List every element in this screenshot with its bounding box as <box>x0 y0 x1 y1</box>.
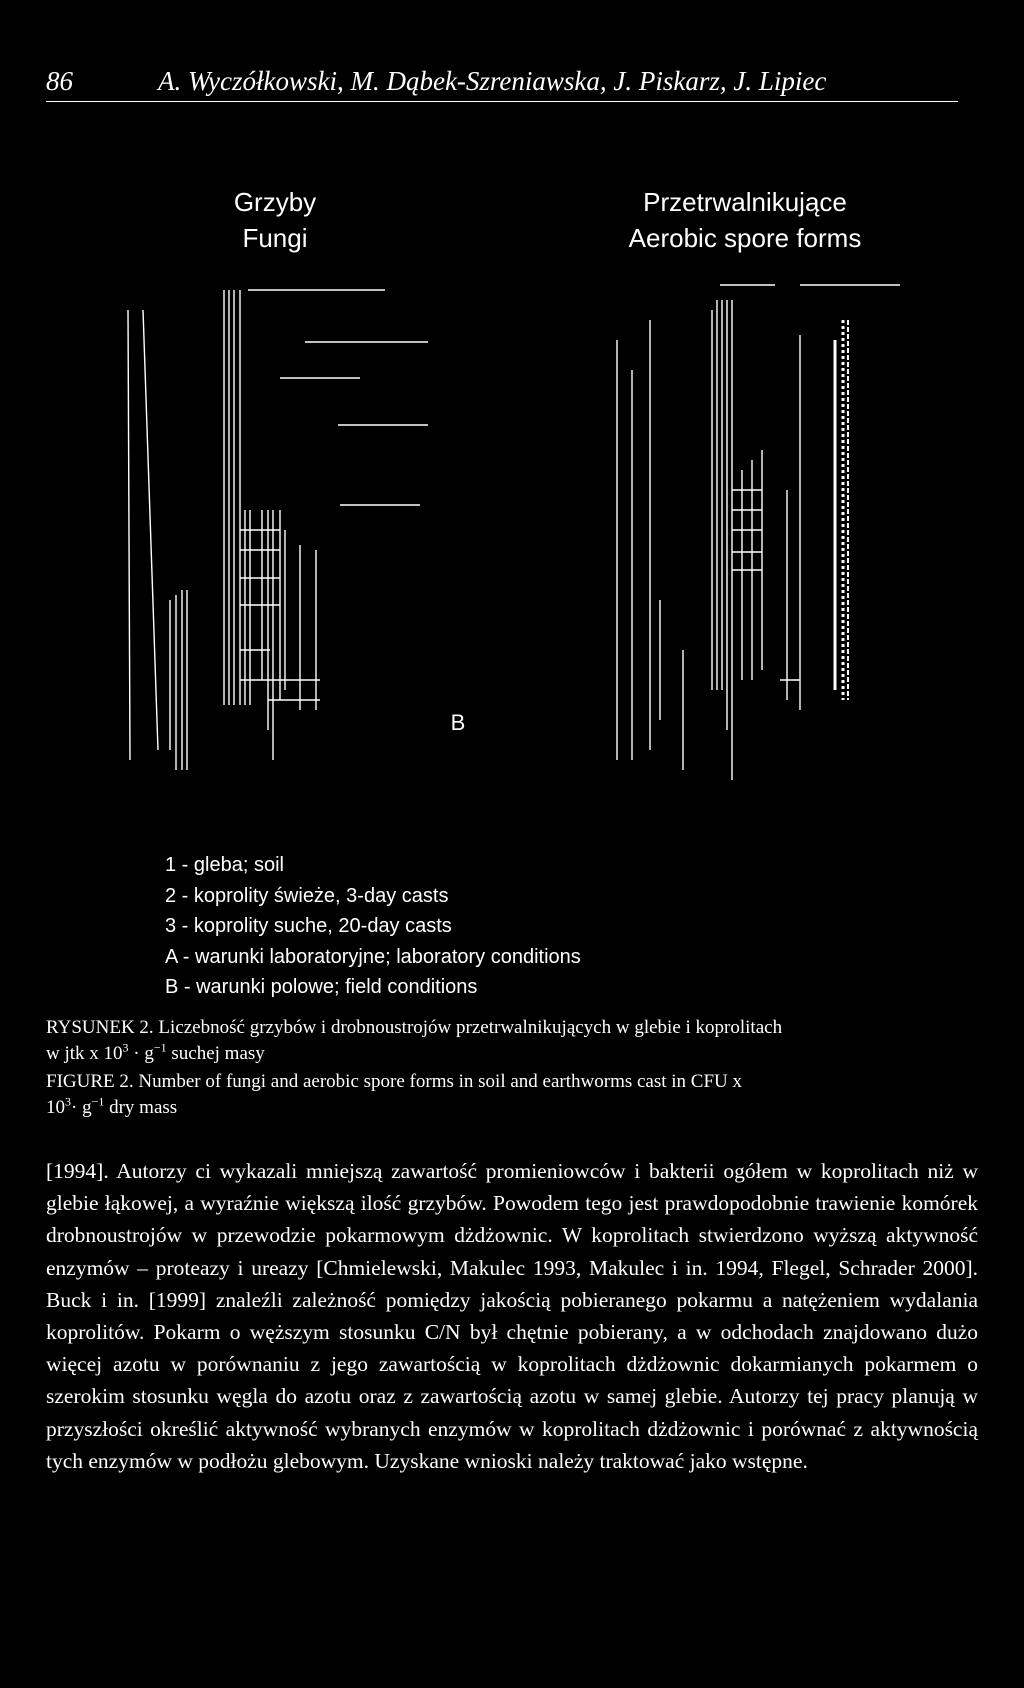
legend <box>165 850 581 1003</box>
legend-item: B - warunki polowe; field conditions <box>165 976 478 998</box>
fungi-title-en: Fungi <box>242 223 308 253</box>
body-paragraph: [1994]. Autorzy ci wykazali mniejszą zawartość promieniowców i bakterii ogółem w koprolitach niż w glebie łąkowej, a wyraźnie większą ilość grzybów. Powodem tego jest prawdopodobnie trawienie komórek drobnoustrojów w przewodzie pokarmowym dżdżownic. W koprolitach stwierdzono wyższą aktywność enzymów – proteazy i ureazy [Chmielewski, Makulec 1993, Makulec i in. 1994, Flegel, Schrader 2000]. Buck i in. [1999] znaleźli zależność pomiędzy jakością pobieranego pokarmu a natężeniem wydalania koprolitów. Pokarm o węższym stosunku C/N był chętnie pobierany, a w odchodach znajdowano dużo więcej azotu w porównaniu z jego zawartością w koprolitach dżdżownic dokarmianych pokarmem o szerokim stosunku węgla do azotu oraz z zawartością azotu w samej glebie. Autorzy tej pracy planują w przyszłości określić aktywność wybranych enzymów w koprolitach dżdżownic i porównać z aktywnością tych enzymów w podłożu glebowym. Uzyskane wnioski należy traktować jako wstępne. <box>46 1159 978 1473</box>
fungi-title <box>200 184 350 256</box>
bar-outline <box>143 310 158 750</box>
header-rule <box>46 101 958 102</box>
caption-en <box>46 1069 976 1121</box>
legend-item: 1 - gleba; soil <box>165 854 284 876</box>
caption-pl-line2 <box>46 1041 976 1067</box>
caption-text: · g <box>71 1097 92 1118</box>
caption-text: · g <box>128 1043 154 1064</box>
caption-pl-line1: RYSUNEK 2. Liczebność grzybów i drobnoustrojów przetrwalnikujących w glebie i koprolitach <box>46 1017 783 1038</box>
legend-item: A - warunki laboratoryjne; laboratory conditions <box>165 945 581 968</box>
figure-plot <box>0 260 1024 800</box>
legend-item: 2 - koprolity świeże, 3-day casts <box>165 884 449 907</box>
page-number: 86 <box>46 66 73 96</box>
fungi-panel <box>128 290 428 770</box>
fungi-title-pl: Grzyby <box>233 187 317 217</box>
caption-text: suchej masy <box>166 1043 265 1064</box>
spore-forms-title <box>590 184 900 256</box>
caption-text: dry mass <box>104 1097 178 1118</box>
panel-label: B <box>450 710 466 735</box>
legend-item: 3 - koprolity suche, 20-day casts <box>165 915 452 937</box>
caption-pl <box>46 1015 976 1067</box>
caption-en-line1: FIGURE 2. Number of fungi and aerobic spore forms in soil and earthworms cast in CFU x <box>46 1071 743 1092</box>
superscript: 3 <box>65 1094 71 1109</box>
caption-en-line2 <box>46 1095 976 1121</box>
caption-text: 10 <box>46 1097 65 1118</box>
spore-forms-panel <box>617 285 900 780</box>
running-header-authors: A. Wyczółkowski, M. Dąbek-Szreniawska, J. Piskarz, J. Lipiec <box>158 66 827 96</box>
spore-forms-title-pl: Przetrwalnikujące <box>643 187 847 217</box>
superscript: −1 <box>153 1040 167 1055</box>
superscript: −1 <box>91 1094 105 1109</box>
spore-forms-title-en: Aerobic spore forms <box>628 223 862 253</box>
bar-outline <box>128 310 130 760</box>
superscript: 3 <box>122 1040 129 1055</box>
caption-text: w jtk x 10 <box>46 1043 123 1064</box>
